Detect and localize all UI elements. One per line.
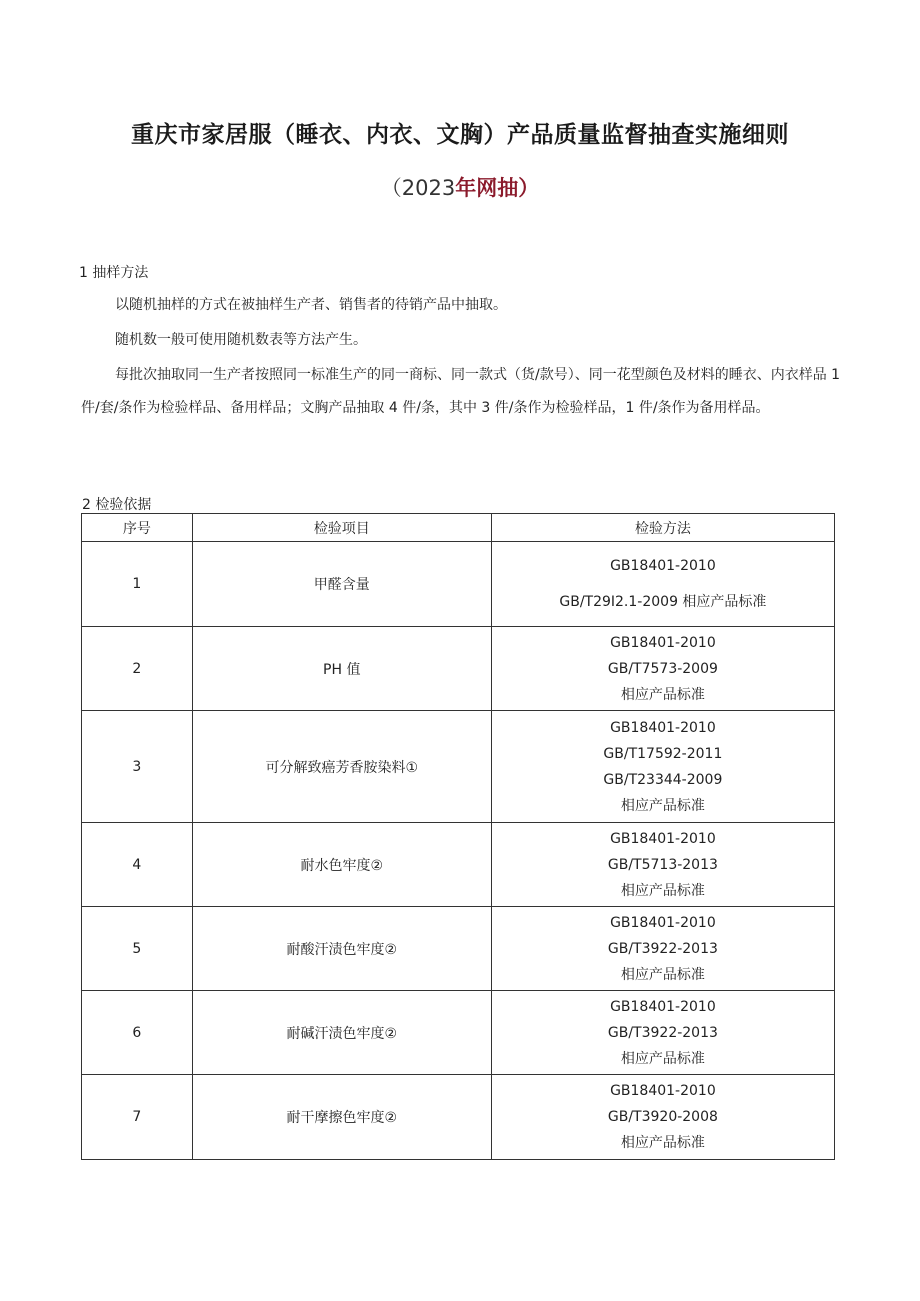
- row-methods: [491, 627, 834, 711]
- inspection-table: [81, 513, 835, 1160]
- row-methods: [491, 991, 834, 1075]
- method-line: GB/T23344-2009: [603, 771, 723, 788]
- table-row: [82, 907, 835, 991]
- method-line: 相应产品标准: [620, 1135, 705, 1151]
- method-line: 相应产品标准: [620, 882, 705, 899]
- row-methods: [491, 907, 834, 991]
- sampling-paragraph-2: 随机数一般可使用随机数表等方法产生。: [115, 332, 367, 348]
- header-item: 检验项目: [192, 514, 491, 542]
- method-line: GB18401-2010: [610, 914, 716, 931]
- row-methods: [491, 542, 834, 627]
- row-methods: [491, 823, 834, 907]
- method-line: GB/T29I2.1-2009 相应产品标准: [559, 594, 767, 610]
- table-header-row: [82, 514, 835, 542]
- row-item: 耐碱汗渍色牢度②: [192, 991, 491, 1075]
- table-row: [82, 542, 835, 627]
- row-no: 7: [82, 1075, 193, 1160]
- method-line: GB/T3922-2013: [607, 940, 718, 957]
- row-no: 6: [82, 991, 193, 1075]
- method-line: 相应产品标准: [620, 966, 705, 983]
- table-row: [82, 627, 835, 711]
- document-title: 重庆市家居服（睡衣、内衣、文胸）产品质量监督抽查实施细则: [131, 122, 789, 148]
- table-row: [82, 991, 835, 1075]
- row-methods: [491, 711, 834, 823]
- row-item: 可分解致癌芳香胺染料①: [192, 711, 491, 823]
- method-line: 相应产品标准: [620, 797, 705, 814]
- header-method: 检验方法: [491, 514, 834, 542]
- row-no: 5: [82, 907, 193, 991]
- row-no: 2: [82, 627, 193, 711]
- table-row: [82, 823, 835, 907]
- method-line: GB18401-2010: [610, 558, 716, 574]
- method-line: GB/T5713-2013: [607, 856, 718, 873]
- row-item: 甲醛含量: [192, 542, 491, 627]
- header-no: 序号: [82, 514, 193, 542]
- row-item: PH 值: [192, 627, 491, 711]
- row-item: 耐水色牢度②: [192, 823, 491, 907]
- subtitle-suffix: 年网抽）: [455, 176, 540, 200]
- row-item: 耐酸汗渍色牢度②: [192, 907, 491, 991]
- sampling-paragraph-3: 每批次抽取同一生产者按照同一标准生产的同一商标、同一款式（货/款号）、同一花型颜色及材料的睡衣、内衣样品 1 件/套/条作为检验样品、备用样品；文胸产品抽取 4 件/条，其中 3 件/条作为检验样品，1 件/条作为备用样品。: [81, 367, 841, 416]
- row-methods: [491, 1075, 834, 1160]
- section-heading-sampling: 1 抽样方法: [79, 265, 149, 281]
- method-line: GB18401-2010: [610, 830, 716, 847]
- method-line: GB/T7573-2009: [607, 660, 718, 677]
- method-line: 相应产品标准: [620, 686, 705, 703]
- row-no: 1: [82, 542, 193, 627]
- sampling-paragraph-1: 以随机抽样的方式在被抽样生产者、销售者的待销产品中抽取。: [115, 297, 507, 313]
- table-row: [82, 711, 835, 823]
- section-heading-basis: 2 检验依据: [82, 497, 152, 513]
- row-no: 3: [82, 711, 193, 823]
- method-line: GB18401-2010: [610, 634, 716, 651]
- method-line: GB18401-2010: [610, 1083, 716, 1099]
- table-row: [82, 1075, 835, 1160]
- method-line: GB18401-2010: [610, 998, 716, 1015]
- method-line: GB/T3920-2008: [607, 1109, 718, 1125]
- method-line: GB/T3922-2013: [607, 1024, 718, 1041]
- document-subtitle: [0, 172, 920, 202]
- method-line: GB/T17592-2011: [603, 745, 723, 762]
- method-line: 相应产品标准: [620, 1050, 705, 1067]
- subtitle-year: （2023: [380, 176, 456, 200]
- method-line: GB18401-2010: [610, 719, 716, 736]
- row-item: 耐干摩擦色牢度②: [192, 1075, 491, 1160]
- row-no: 4: [82, 823, 193, 907]
